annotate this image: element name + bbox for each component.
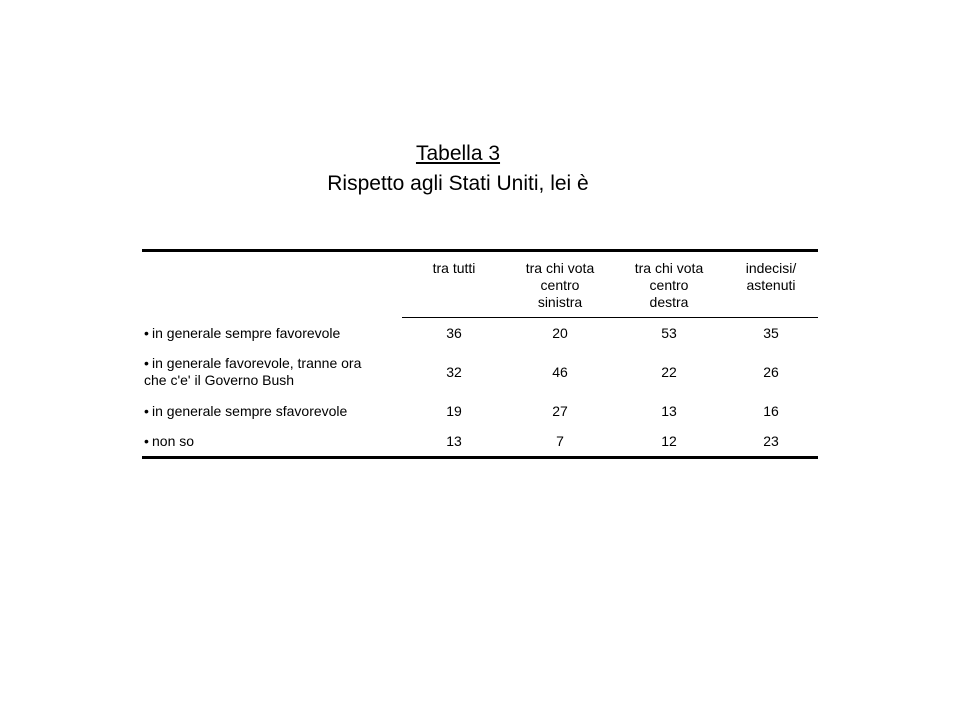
bullet-icon: • (144, 432, 149, 449)
cell-tra-tutti: 13 (446, 432, 462, 449)
row-label-text: in generale sempre sfavorevole (152, 402, 348, 419)
row-label (142, 426, 402, 458)
cell-tra-tutti: 32 (446, 363, 462, 380)
row-label (142, 348, 402, 396)
cell-indecisi: 16 (763, 402, 779, 419)
table-title (0, 141, 916, 167)
header-tra-tutti-text: tra tutti (432, 260, 476, 276)
cell-indecisi: 26 (763, 363, 779, 380)
bullet-icon: • (144, 402, 149, 419)
cell-centro-sinistra: 46 (552, 363, 568, 380)
bullet-icon: • (144, 355, 149, 371)
cell-centro-destra: 12 (661, 432, 677, 449)
row-label-text: non so (152, 432, 195, 449)
table-row (142, 426, 818, 458)
header-line: centro (540, 277, 580, 293)
header-row (142, 251, 818, 318)
table-subtitle: Rispetto agli Stati Uniti, lei è (327, 172, 589, 195)
header-line: centro (649, 277, 689, 293)
row-label (142, 396, 402, 426)
cell-centro-destra: 53 (661, 324, 677, 341)
header-tra-tutti (402, 251, 506, 318)
header-indecisi (724, 251, 818, 318)
cell-indecisi: 23 (763, 432, 779, 449)
survey-table (142, 249, 818, 459)
row-label-text: che c'e' il Governo Bush (144, 372, 295, 388)
cell-centro-destra: 13 (661, 402, 677, 419)
cell-centro-sinistra: 27 (552, 402, 568, 419)
header-line: sinistra (537, 294, 583, 310)
header-line: indecisi/ (745, 260, 797, 276)
header-centro-sinistra (506, 251, 614, 318)
table-row (142, 396, 818, 426)
cell-tra-tutti: 36 (446, 324, 462, 341)
cell-tra-tutti: 19 (446, 402, 462, 419)
row-label-text: in generale sempre favorevole (152, 324, 341, 341)
header-line: destra (649, 294, 689, 310)
header-line: astenuti (746, 277, 796, 293)
header-line: tra chi vota (634, 260, 704, 276)
header-centro-destra (614, 251, 724, 318)
cell-centro-sinistra: 20 (552, 324, 568, 341)
table-row (142, 318, 818, 349)
cell-centro-sinistra: 7 (556, 432, 564, 449)
table-row (142, 348, 818, 396)
header-line: tra chi vota (525, 260, 595, 276)
cell-indecisi: 35 (763, 324, 779, 341)
row-label-text: in generale favorevole, tranne ora (152, 355, 362, 371)
cell-centro-destra: 22 (661, 363, 677, 380)
bullet-icon: • (144, 324, 149, 341)
header-corner (142, 251, 402, 318)
row-label (142, 318, 402, 349)
table-title-text: Tabella 3 (415, 142, 501, 165)
